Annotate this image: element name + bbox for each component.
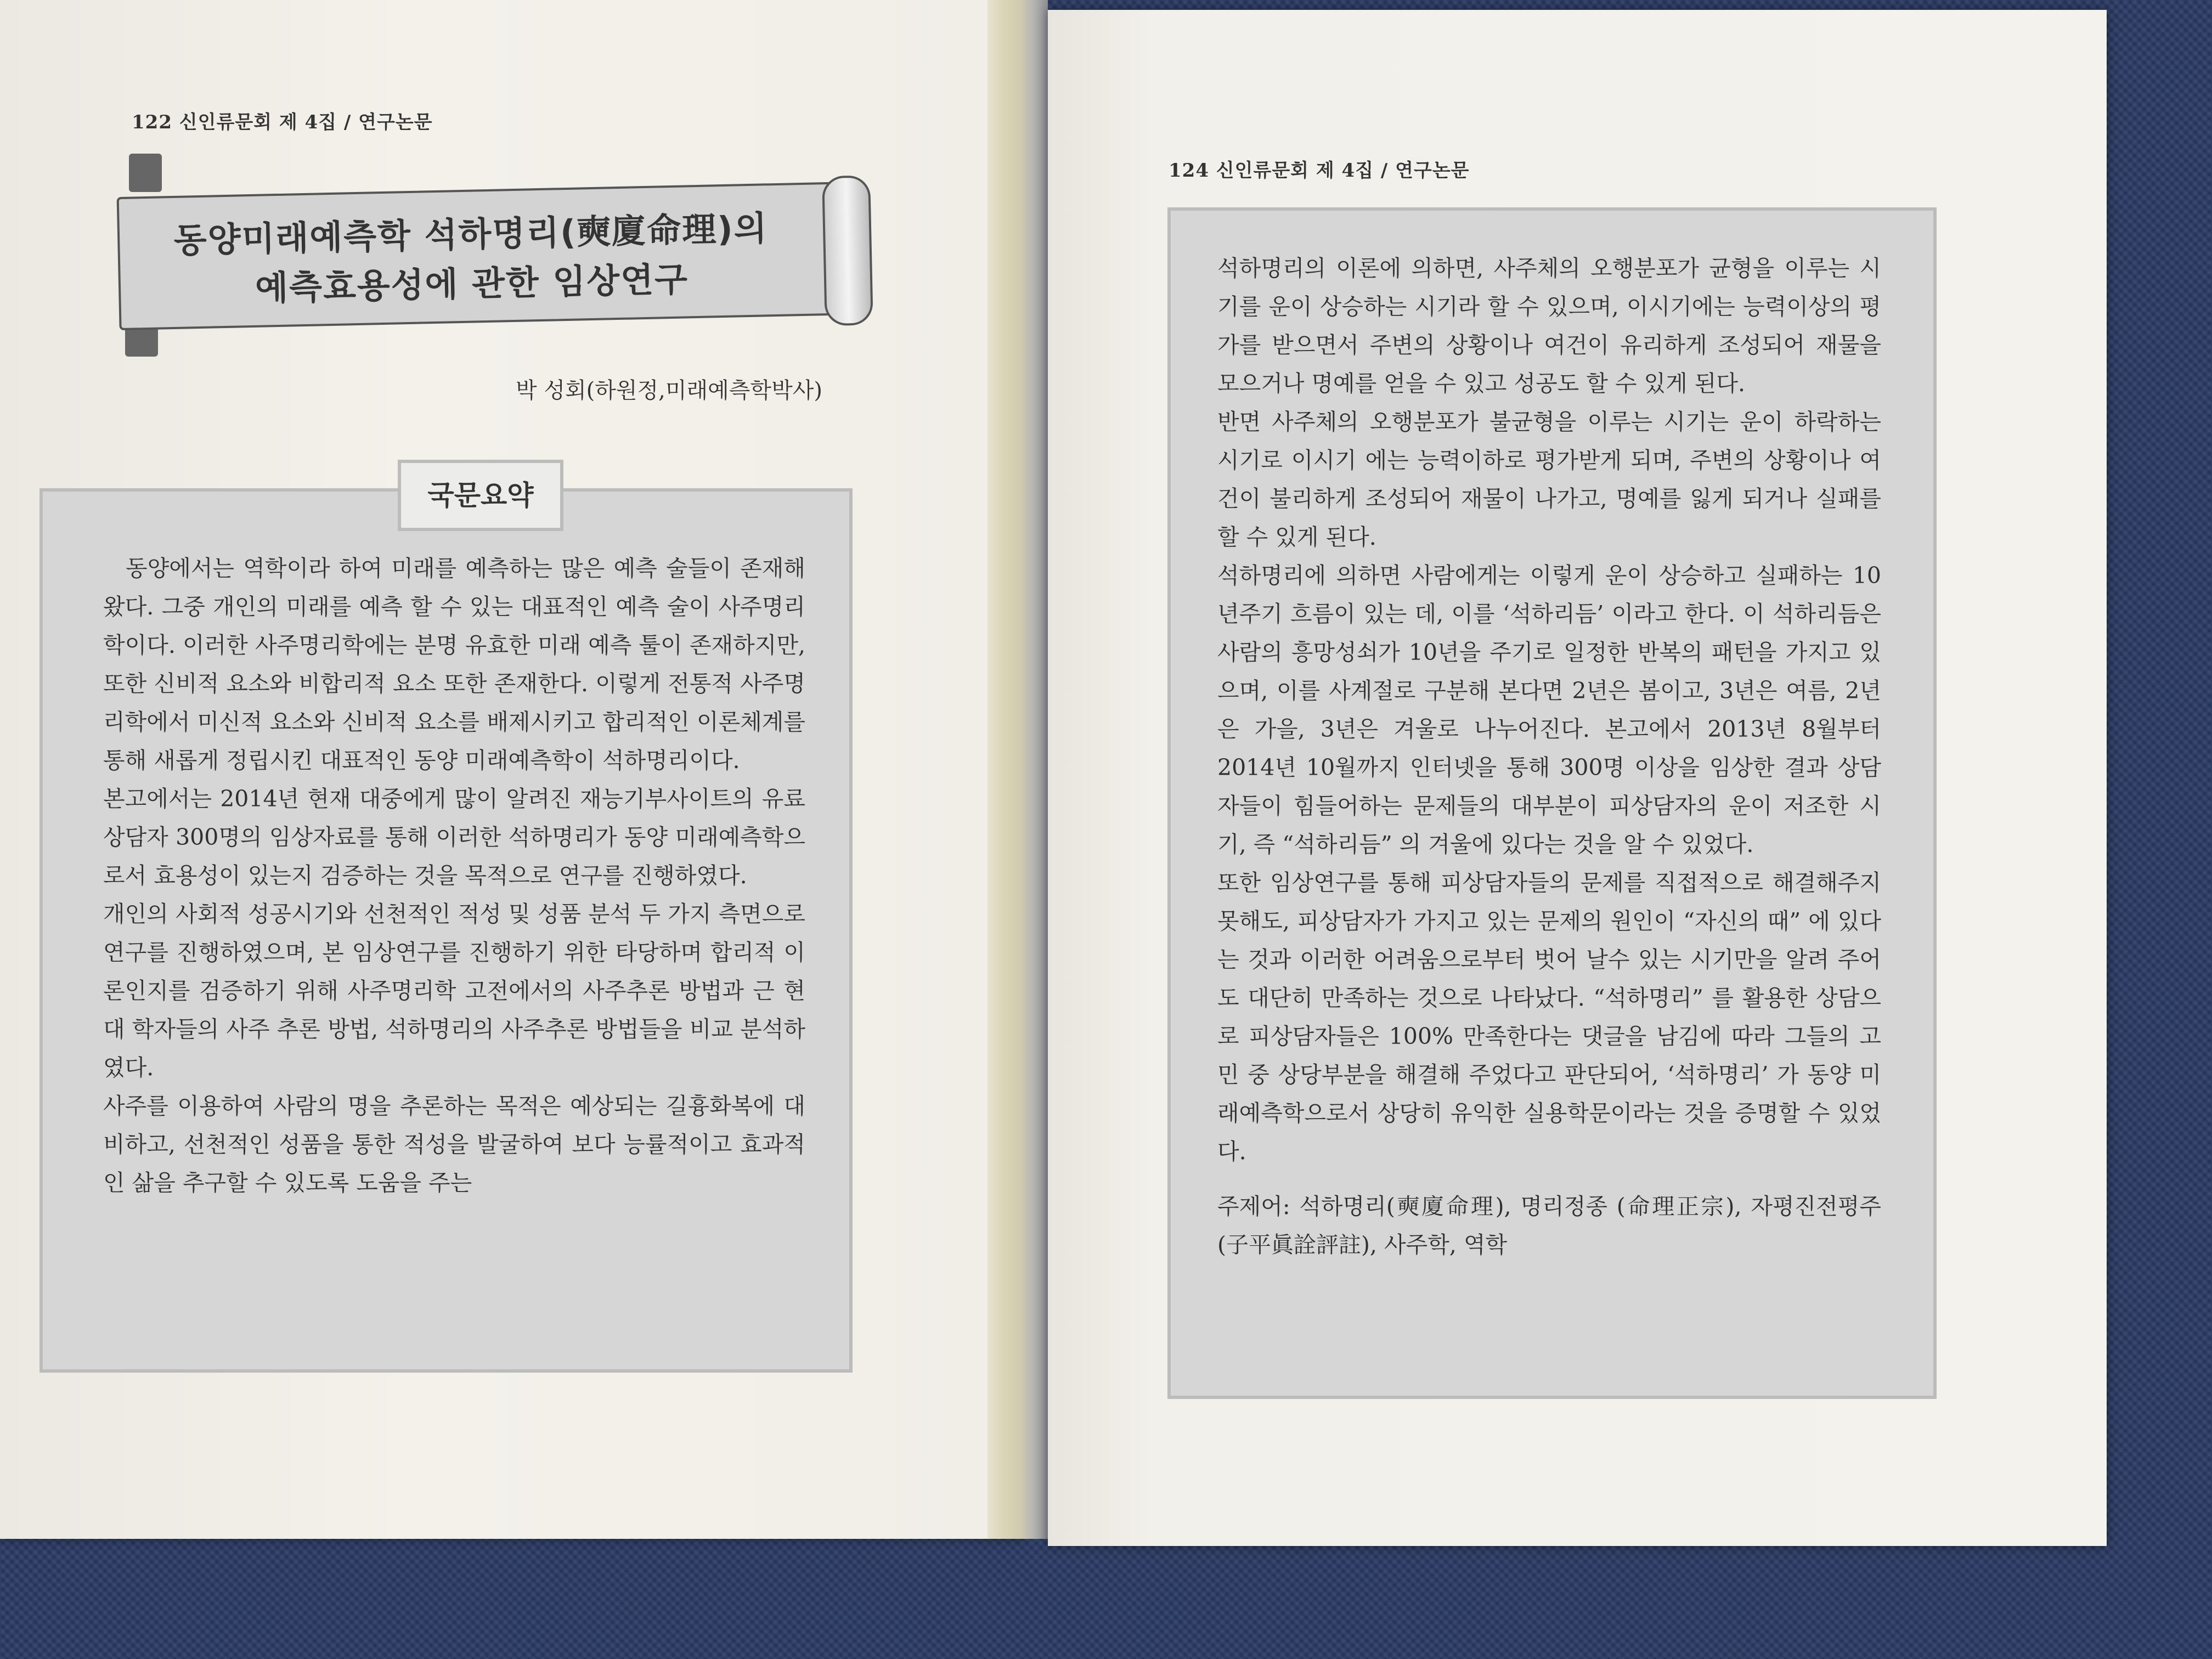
continuation-body bbox=[1217, 249, 1881, 1264]
abstract-paragraph-2: 본고에서는 2014년 현재 대중에게 많이 알려진 재능기부사이트의 유료 상담자 300명의 임상자료를 통해 이러한 석하명리가 동양 미래예측학으로서 효용성이 있는지 검증하는 것을 목적으로 연구를 진행하였다. bbox=[103, 786, 805, 889]
abstract-body bbox=[103, 549, 805, 1202]
right-page bbox=[1048, 10, 2107, 1546]
continuation-paragraph-4: 또한 임상연구를 통해 피상담자들의 문제를 직접적으로 해결해주지 못해도, 피상담자가 가지고 있는 문제의 원인이 “자신의 때” 에 있다는 것과 이러한 어려움으로부터 벗어 날수 있는 시기만을 알려 주어도 대단히 만족하는 것으로 나타났다. “석하명리” 를 활용한 상담으로 피상담자들은 100% 만족한다는 댓글을 남김에 따라 그들의 고민 중 상당부분을 해결해 주었다고 판단되어, ‘석하명리’ 가 동양 미래예측학으로서 상당히 유익한 실용학문이라는 것을 증명할 수 있었다. bbox=[1217, 870, 1881, 1165]
book-spine bbox=[988, 0, 1048, 1539]
abstract-paragraph-4: 사주를 이용하여 사람의 명을 추론하는 목적은 예상되는 길흉화복에 대비하고, 선천적인 성품을 통한 적성을 발굴하여 보다 능률적이고 효과적인 삶을 추구할 수 있도록 도움을 주는 bbox=[103, 1093, 805, 1196]
running-head-right: 124 신인류문회 제 4집 / 연구논문 bbox=[1169, 160, 1470, 182]
scroll-roll-icon bbox=[822, 175, 873, 326]
author-line: 박 성회(하원정,미래예측학박사) bbox=[516, 378, 822, 403]
running-head-left: 122 신인류문회 제 4집 / 연구논문 bbox=[132, 111, 433, 133]
keywords-line: 주제어: 석하명리(奭廈命理), 명리정종 (命理正宗), 자평진전평주(子平眞詮評註), 사주학, 역학 bbox=[1217, 1193, 1881, 1258]
paper-title-line1: 동양미래예측학 석하명리(奭廈命理)의 bbox=[173, 208, 769, 261]
continuation-paragraph-1: 석하명리의 이론에 의하면, 사주체의 오행분포가 균형을 이루는 시기를 운이 상승하는 시기라 할 수 있으며, 이시기에는 능력이상의 평가를 받으면서 주변의 상황이나 여건이 유리하게 조성되어 재물을 모으거나 명예를 얻을 수 있고 성공도 할 수 있게 된다. bbox=[1217, 255, 1881, 397]
abstract-paragraph-1: 동양에서는 역학이라 하여 미래를 예측하는 많은 예측 술들이 존재해 왔다. 그중 개인의 미래를 예측 할 수 있는 대표적인 예측 술이 사주명리학이다. 이러한 사주명리학에는 분명 유효한 미래 예측 툴이 존재하지만, 또한 신비적 요소와 비합리적 요소 또한 존재한다. 이렇게 전통적 사주명리학에서 미신적 요소와 신비적 요소를 배제시키고 합리적인 이론체계를 통해 새롭게 정립시킨 대표적인 동양 미래예측학이 석하명리이다. bbox=[103, 555, 805, 774]
scroll-top-knob bbox=[129, 154, 162, 192]
left-page bbox=[0, 0, 1026, 1539]
title-scroll-banner bbox=[117, 182, 859, 330]
continuation-paragraph-3: 석하명리에 의하면 사람에게는 이렇게 운이 상승하고 실패하는 10년주기 흐름이 있는 데, 이를 ‘석하리듬’ 이라고 한다. 이 석하리듬은 사람의 흥망성쇠가 10년을 주기로 일정한 반복의 패턴을 가지고 있으며, 이를 사계절로 구분해 본다면 2년은 봄이고, 3년은 여름, 2년은 가을, 3년은 겨울로 나누어진다. 본고에서 2013년 8월부터 2014년 10월까지 인터넷을 통해 300명 이상을 임상한 결과 상담자들이 힘들어하는 문제들의 대부분이 피상담자의 운이 저조한 시기, 즉 “석하리듬” 의 겨울에 있다는 것을 알 수 있었다. bbox=[1217, 562, 1881, 857]
abstract-paragraph-3: 개인의 사회적 성공시기와 선천적인 적성 및 성품 분석 두 가지 측면으로 연구를 진행하였으며, 본 임상연구를 진행하기 위한 타당하며 합리적 이론인지를 검증하기 위해 사주명리학 고전에서의 사주추론 방법과 근 현대 학자들의 사주 추론 방법, 석하명리의 사주추론 방법들을 비교 분석하였다. bbox=[103, 901, 805, 1081]
abstract-heading: 국문요약 bbox=[398, 460, 563, 531]
abstract-box bbox=[40, 488, 853, 1373]
abstract-continuation-box bbox=[1167, 207, 1937, 1399]
paper-title-line2: 예측효용성에 관한 임상연구 bbox=[255, 259, 689, 308]
continuation-paragraph-2: 반면 사주체의 오행분포가 불균형을 이루는 시기는 운이 하락하는 시기로 이시기 에는 능력이하로 평가받게 되며, 주변의 상황이나 여건이 불리하게 조성되어 재물이 나가고, 명예를 잃게 되거나 실패를 할 수 있게 된다. bbox=[1217, 409, 1881, 550]
